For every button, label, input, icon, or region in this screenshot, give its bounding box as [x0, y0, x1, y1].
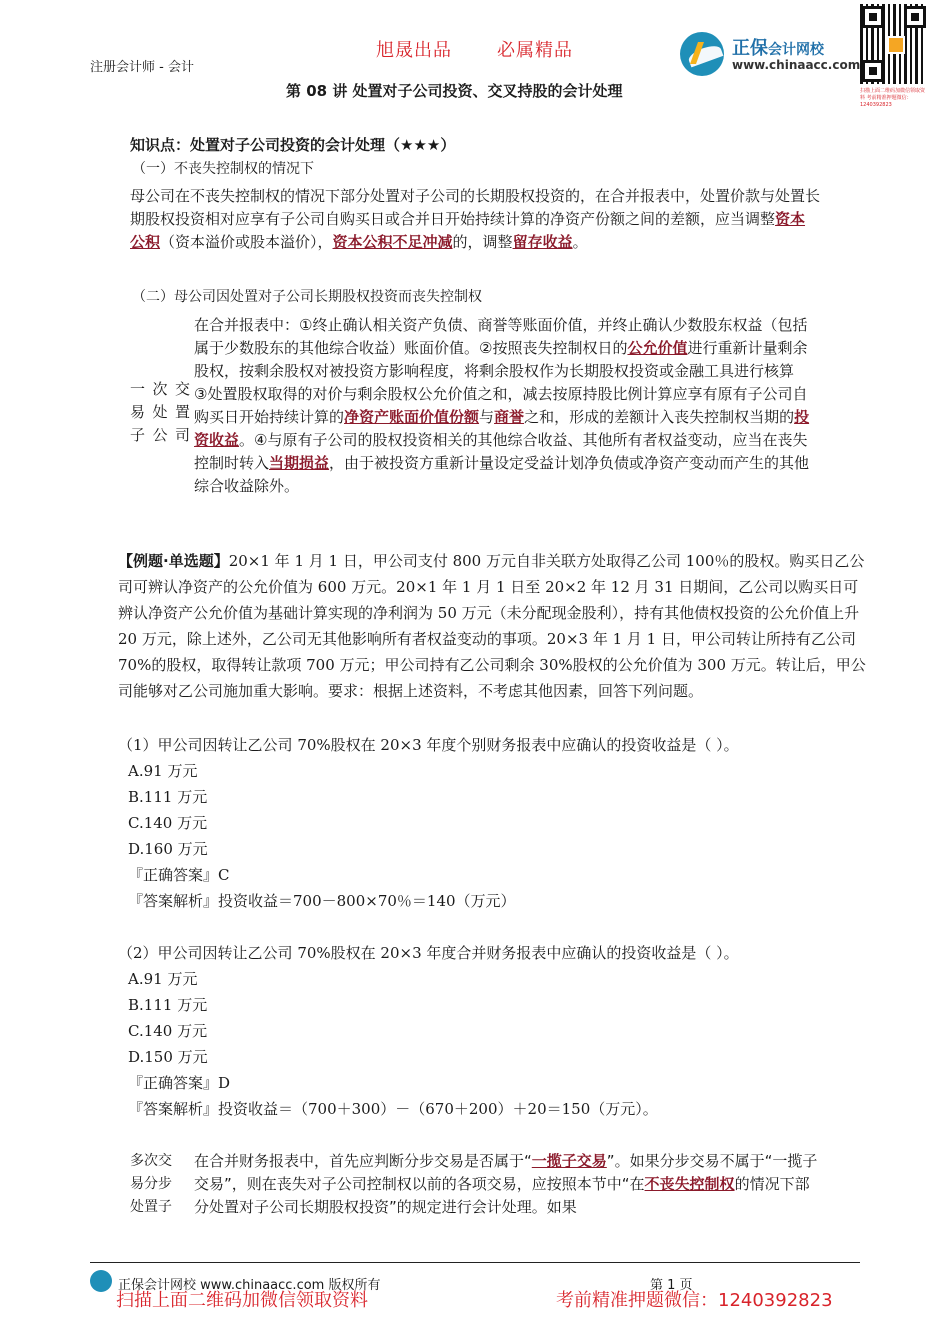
brand-slogan-left: 旭晟出品	[376, 40, 452, 61]
q1-option-d[interactable]: D.160 万元	[128, 840, 208, 858]
q1-option-c[interactable]: C.140 万元	[128, 814, 208, 832]
q2-option-d[interactable]: D.150 万元	[128, 1048, 208, 1066]
highlight-fair-value: 公允价值	[627, 339, 688, 357]
section2-title: （二）母公司因处置对子公司长期股权投资而丧失控制权	[132, 289, 482, 305]
promo-left: 扫描上面二维码加微信领取资料	[116, 1290, 368, 1311]
highlight-package-deal: 一揽子交易	[531, 1152, 607, 1170]
q1-analysis: 『答案解析』投资收益＝700－800×70％＝140（万元）	[128, 892, 516, 910]
question-2: （2）甲公司因转让乙公司 70%股权在 20×3 年度合并财务报表中应确认的投资收益是（ ）。	[118, 944, 739, 962]
highlight-current-pnl: 当期损益	[269, 454, 330, 472]
q2-analysis: 『答案解析』投资收益＝（700＋300）－（670＋200）＋20＝150（万元）。	[128, 1100, 658, 1118]
qr-code-icon	[860, 4, 926, 84]
section1-paragraph: 母公司在不丧失控制权的情况下部分处置对子公司的长期股权投资的，在合并报表中，处置价款与处置长期股权投资相对应享有子公司自购买日或合并日开始持续计算的净资产份额之间的差额，应当调整资本公积（资本溢价或股本溢价），资本公积不足冲减的，调整留存收益。	[130, 187, 821, 251]
example-stem: 【例题·单选题】20×1 年 1 月 1 日，甲公司支付 800 万元自非关联方处取得乙公司 100％的股权。购买日乙公司可辨认净资产的公允价值为 600 万元。20×1 年 1 月 1 日至 20×2 年 12 月 31 日期间，乙公司以购买日可辨认净资产公允价值为基础计算实现的净利润为 50 万元（未分配现金股利），持有其他债权投资的公允价值上升 20 万元，除上述外，乙公司无其他影响所有者权益变动的事项。20×3 年 1 月 1 日，甲公司转让所持有乙公司 70%的股权，取得转让款项 700 万元；甲公司持有乙公司剩余 30%股权的公允价值为 300 万元。转让后，甲公司能够对乙公司施加重大影响。要求：根据上述资料，不考虑其他因素，回答下列问题。	[118, 552, 866, 700]
single-disposal-label: 一次交 易处置 子公司	[130, 380, 190, 444]
promo-right: 考前精准押题微信：1240392823	[556, 1290, 833, 1311]
subject-label: 注册会计师 - 会计	[90, 60, 194, 75]
logo-url: www.chinaacc.com	[732, 58, 861, 72]
highlight-goodwill: 商誉	[494, 408, 525, 426]
knowledge-title: 知识点：处置对子公司投资的会计处理（★★★）	[130, 136, 456, 154]
q1-answer: 『正确答案』C	[128, 866, 230, 884]
highlight-capital-reserve: 资本公积	[130, 210, 806, 251]
q2-option-c[interactable]: C.140 万元	[128, 1022, 208, 1040]
section2-paragraph: 在合并报表中：①终止确认相关资产负债、商誉等账面价值，并终止确认少数股东权益（包括属于少数股东的其他综合收益）账面价值。②按照丧失控制权日的公允价值进行重新计量剩余股权，按剩余股权对被投资方影响程度，将剩余股权作为长期股权投资或金融工具进行核算 ③处置股权取得的对价与剩余股权公允价值之和，减去按原持股比例计算应享有原有子公司自购买日开始持续计算的净资产账面价值份额与商誉之和，形成的差额计入丧失控制权当期的投资收益。④与原有子公司的股权投资相关的其他综合收益、其他所有者权益变动，应当在丧失控制时转入当期损益，由于被投资方重新计量设定受益计划净负债或净资产变动而产生的其他综合收益除外。	[194, 316, 810, 495]
highlight-investment-income: 投资收益	[194, 408, 810, 449]
q1-option-a[interactable]: A.91 万元	[128, 762, 198, 780]
footer-logo-icon	[90, 1270, 112, 1292]
logo-icon	[680, 32, 724, 76]
q1-option-b[interactable]: B.111 万元	[128, 788, 208, 806]
footer-divider	[90, 1262, 860, 1263]
logo-name: 正保会计网校	[732, 38, 824, 59]
qr-note: 扫描上面二维码加微信领取资料 考前精准押题微信：1240392823	[860, 88, 926, 108]
brand-slogan-right: 必属精品	[497, 40, 573, 61]
highlight-no-loss-control: 不丧失控制权	[644, 1175, 735, 1193]
q2-option-a[interactable]: A.91 万元	[128, 970, 198, 988]
page-number: 第 1 页	[650, 1278, 693, 1293]
multi-disposal-label: 多次交 易分步 处置子	[130, 1153, 172, 1215]
lecture-title: 第 08 讲 处置对子公司投资、交叉持股的会计处理	[286, 82, 623, 100]
highlight-retained-earnings: 留存收益	[512, 233, 573, 251]
q2-option-b[interactable]: B.111 万元	[128, 996, 208, 1014]
highlight-net-asset-share: 净资产账面价值份额	[344, 408, 480, 426]
section1-title: （一）不丧失控制权的情况下	[132, 161, 314, 177]
chinaacc-logo[interactable]	[680, 30, 861, 80]
q2-answer: 『正确答案』D	[128, 1074, 231, 1092]
question-1: （1）甲公司因转让乙公司 70%股权在 20×3 年度个别财务报表中应确认的投资收益是（ ）。	[118, 736, 739, 754]
highlight-insufficient-reserve: 资本公积不足冲减	[332, 233, 453, 251]
footer-copyright: 正保会计网校 www.chinaacc.com 版权所有	[118, 1278, 381, 1293]
multi-disposal-paragraph: 在合并财务报表中，首先应判断分步交易是否属于“一揽子交易”。如果分步交易不属于“一揽子交易”，则在丧失对子公司控制权以前的各项交易，应按照本节中“在不丧失控制权的情况下部分处置对子公司长期股权投资”的规定进行会计处理。如果	[194, 1152, 818, 1216]
